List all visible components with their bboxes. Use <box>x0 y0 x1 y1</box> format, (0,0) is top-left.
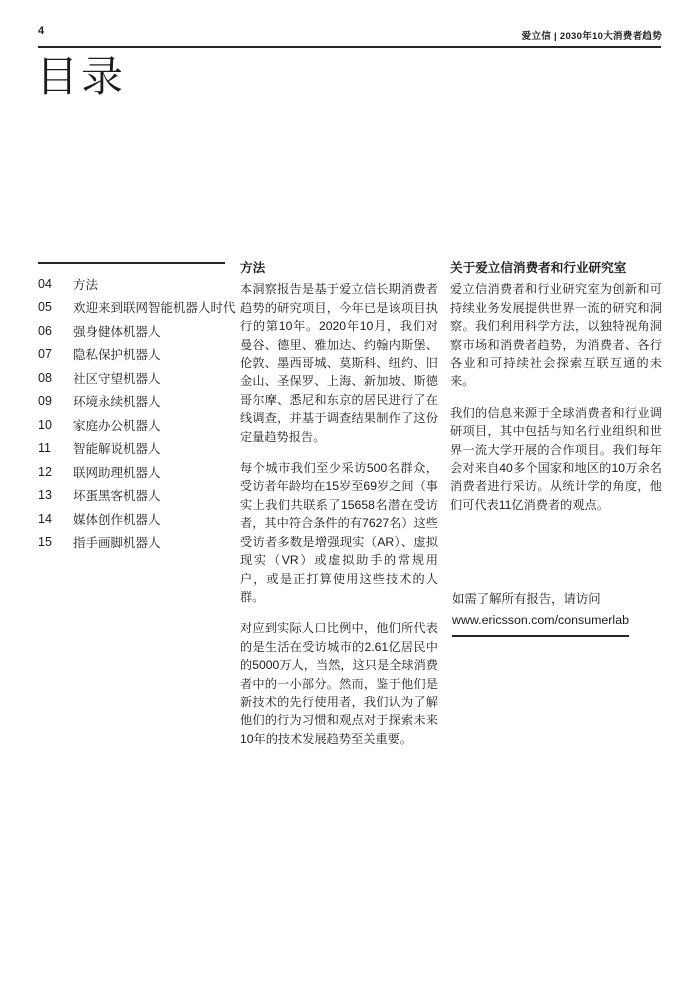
about-heading: 关于爱立信消费者和行业研究室 <box>450 261 627 275</box>
toc-item-label: 指手画脚机器人 <box>73 536 161 551</box>
method-paragraph-1: 本洞察报告是基于爱立信长期消费者趋势的研究项目，今年已是该项目执行的第10年。2020年10月，我们对曼谷、德里、雅加达、约翰内斯堡、伦敦、墨西哥城、莫斯科、纽约、旧金山、圣保罗、上海、新加坡、斯德哥尔摩、悉尼和东京的居民进行了在线调查，并基于调查结果制作了这份定量趋势报告。 <box>240 282 438 444</box>
cta-text: 如需了解所有报告，请访问 <box>452 592 601 606</box>
toc-item-welcome[interactable] <box>38 296 236 320</box>
method-heading: 方法 <box>240 261 266 275</box>
toc-item-page: 14 <box>38 511 52 526</box>
toc-item-page: 11 <box>38 441 51 456</box>
reports-cta <box>452 590 629 637</box>
toc-item-page: 13 <box>38 488 52 503</box>
toc-item-media-robots[interactable] <box>38 507 225 531</box>
toc-item-page: 06 <box>38 323 52 338</box>
toc-item-label: 环境永续机器人 <box>73 395 161 410</box>
toc-item-fitness-robots[interactable] <box>38 319 225 343</box>
header-rule <box>38 46 661 48</box>
toc-item-label: 隐私保护机器人 <box>73 348 161 363</box>
method-paragraph-3: 对应到实际人口比例中，他们所代表的是生活在受访城市的2.61亿居民中的5000万人，当然，这只是全球消费者中的一小部分。然而，鉴于他们是新技术的先行使用者，我们认为了解他们的行为习惯和观点对于探索未来10年的技术发展趋势至关重要。 <box>240 621 438 746</box>
about-paragraph-1: 爱立信消费者和行业研究室为创新和可持续业务发展提供世界一流的研究和洞察。我们利用科学方法，以独特视角洞察市场和消费者趋势，为消费者、各行各业和可持续社会探索互联互通的未来。 <box>450 282 662 389</box>
toc-item-label: 联网助理机器人 <box>73 465 161 480</box>
header-document-title: 爱立信 | 2030年10大消费者趋势 <box>521 31 662 42</box>
toc-item-page: 10 <box>38 417 52 432</box>
toc-item-label: 强身健体机器人 <box>73 324 161 339</box>
toc-item-hacker-robots[interactable] <box>38 484 225 508</box>
toc-item-page: 07 <box>38 347 52 362</box>
toc-item-home-office-robots[interactable] <box>38 413 225 437</box>
toc-item-gesture-robots[interactable] <box>38 531 225 555</box>
toc-item-label: 社区守望机器人 <box>73 371 161 386</box>
toc-item-page: 05 <box>38 300 52 315</box>
about-consumerlab-section <box>450 259 662 527</box>
toc-item-environment-robots[interactable] <box>38 390 225 414</box>
toc-item-page: 12 <box>38 464 52 479</box>
method-section <box>240 259 438 761</box>
toc-item-label: 坏蛋黑客机器人 <box>73 489 161 504</box>
toc-item-label: 欢迎来到联网智能机器人时代 <box>73 301 236 316</box>
toc-item-page: 08 <box>38 370 52 385</box>
toc-item-label: 媒体创作机器人 <box>73 512 161 527</box>
toc-item-label: 方法 <box>73 277 99 292</box>
toc-item-narrator-robots[interactable] <box>38 437 225 461</box>
toc-item-label: 智能解说机器人 <box>73 442 161 457</box>
toc-item-page: 09 <box>38 394 52 409</box>
toc-item-page: 04 <box>38 276 52 291</box>
page-title: 目录 <box>36 53 127 100</box>
toc-item-privacy-robots[interactable] <box>38 343 225 367</box>
toc-item-page: 15 <box>38 535 52 550</box>
toc-item-community-robots[interactable] <box>38 366 225 390</box>
toc-item-method[interactable] <box>38 272 225 296</box>
toc-item-label: 家庭办公机器人 <box>73 418 161 433</box>
page-number: 4 <box>38 25 45 37</box>
table-of-contents <box>38 262 236 554</box>
toc-item-assistant-robots[interactable] <box>38 460 225 484</box>
consumerlab-link[interactable]: www.ericsson.com/consumerlab <box>452 611 629 638</box>
about-paragraph-2: 我们的信息来源于全球消费者和行业调研项目，其中包括与知名行业组织和世界一流大学开展的合作项目。我们每年会对来自40多个国家和地区的10万余名消费者进行采访。从统计学的角度，他们可代表11亿消费者的观点。 <box>450 405 662 512</box>
method-paragraph-2: 每个城市我们至少采访500名群众，受访者年龄均在15岁至69岁之间（事实上我们共联系了15658名潜在受访者，其中符合条件的有7627名）这些受访者多数是增强现实（AR）、虚拟现实（VR）或虚拟助手的常规用户，或是正打算使用这些技术的人群。 <box>240 461 438 604</box>
